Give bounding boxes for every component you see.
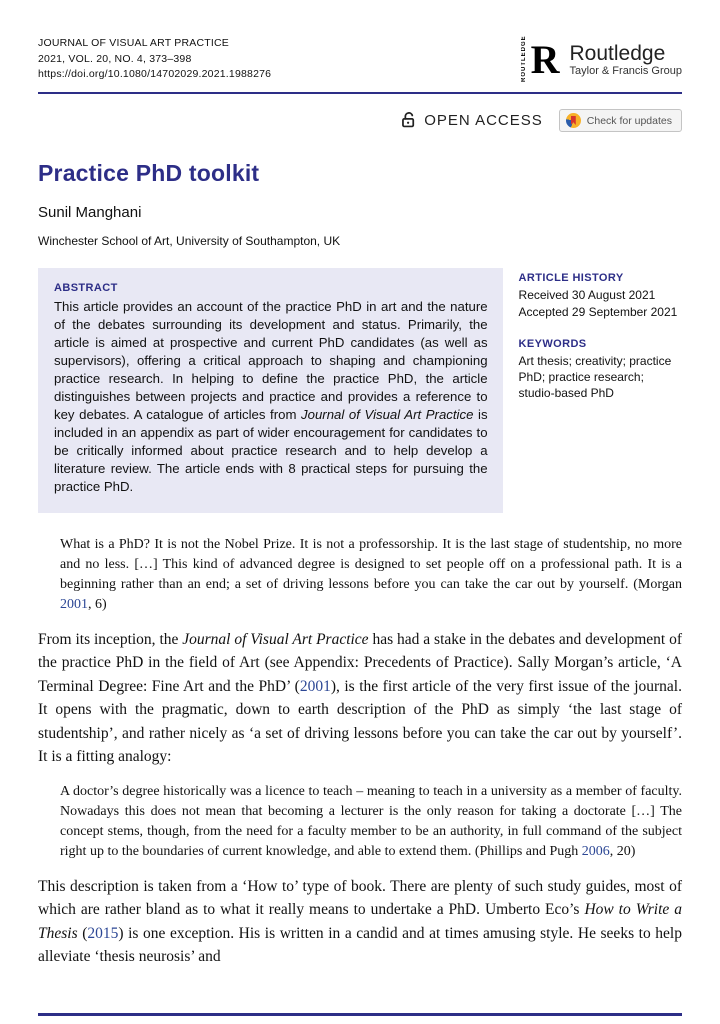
italic-text: Journal of Visual Art Practice	[301, 406, 474, 422]
access-row	[38, 108, 682, 134]
citation-link[interactable]: 2001	[60, 596, 88, 612]
top-divider	[38, 92, 682, 94]
article-history-block	[519, 270, 682, 320]
citation-link[interactable]: 2006	[581, 843, 610, 859]
blockquote-phillips-pugh: A doctor’s degree historically was a licence to teach – meaning to teach in a university as a member of faculty. Nowadays this does not mean that becoming a lecturer is the only reason for taking a doctorate […] The concept stems, though, from the need for a faculty member to be an authority, in full command of the subject right up to the boundaries of current knowledge, and able to extend them. (Phillips and Pugh 2006, 20)	[60, 783, 682, 859]
article-info-sidebar	[519, 268, 682, 401]
article-body	[38, 535, 682, 969]
article-title: Practice PhD toolkit	[38, 159, 260, 186]
italic-text: Journal of Visual Art Practice	[182, 630, 369, 648]
open-lock-icon	[399, 111, 418, 130]
journal-name: JOURNAL OF VISUAL ART PRACTICE	[38, 37, 229, 49]
citation-link[interactable]: 2015	[87, 924, 119, 942]
check-for-updates-button[interactable]	[559, 109, 682, 132]
paragraph-1: From its inception, the Journal of Visual Art Practice has had a stake in the debates and development of the practice PhD in the field of Art (see Appendix: Precedents of Practice). Sally Morgan’s article, ‘A Terminal Degree: Fine Art and the PhD’ (2001), is the first article of the very first issue of the journal. It opens with the pragmatic, down to earth description of the PhD as simply ‘the last stage of studentship’, and rather nicely as ‘a set of driving lessons before you can take the car out by yourself’. It is a fitting analogy:	[38, 630, 683, 765]
keywords-heading: KEYWORDS	[518, 337, 587, 350]
doi-link[interactable]: https://doi.org/10.1080/14702029.2021.1988276	[38, 68, 272, 80]
check-for-updates-label: Check for updates	[586, 114, 672, 127]
received-date: Received 30 August 2021	[518, 287, 656, 302]
routledge-vertical-text: ROUTLEDGE	[520, 35, 527, 82]
bottom-divider	[38, 1013, 682, 1016]
italic-text: How to Write a Thesis	[38, 901, 683, 942]
keywords-block	[519, 336, 682, 401]
keywords-text: Art thesis; creativity; practice PhD; practice research; studio-based PhD	[518, 353, 672, 400]
masthead	[38, 0, 682, 83]
publisher-name: Routledge	[569, 42, 666, 65]
open-access-label: OPEN ACCESS	[424, 112, 543, 129]
crossmark-icon	[566, 113, 581, 128]
blockquote-morgan: What is a PhD? It is not the Nobel Prize. It is not a professorship. It is the last stage of studentship, no more and no less. […] This kind of advanced degree is designed to set people off on a professional path. It is a beginning rather than an end; a set of driving lessons before you can take the car out by yourself. (Morgan 2001, 6)	[60, 536, 682, 612]
accepted-date: Accepted 29 September 2021	[518, 304, 678, 319]
journal-volume-info: 2021, VOL. 20, NO. 4, 373–398	[38, 52, 192, 65]
citation-link[interactable]: 2001	[299, 677, 331, 695]
paragraph-2: This description is taken from a ‘How to’ type of book. There are plenty of such study guides, most of which are rather bland as to what it really means to undertake a PhD. Umberto Eco’s How to Write a Thesis (2015) is one exception. His is written in a candid and at times amusing style. He seeks to help alleviate ‘thesis neurosis’ and	[38, 877, 683, 965]
open-access-logo	[399, 111, 543, 130]
article-history-heading: ARTICLE HISTORY	[518, 271, 624, 284]
publisher-tagline: Taylor & Francis Group	[569, 65, 682, 77]
abstract-text: This article provides an account of the practice PhD in art and the nature of the debates surrounding its development and status. Primarily, the article is aimed at prospective and current PhD candidates (as well as supervisors), offering a critical approach to shaping and championing practice research. In helping to define the practice PhD, the article distinguishes between projects and practice and provides a reference to key debates. A catalogue of articles from Journal of Visual Art Practice is included in an appendix as part of wider encouragement for candidates to be critically informed about practice research and to help develop a literature review. The article ends with 8 practical steps for pursuing the practice PhD.	[54, 298, 488, 494]
author-name: Sunil Manghani	[38, 203, 142, 221]
abstract-box	[38, 268, 503, 513]
abstract-section	[38, 268, 682, 513]
publisher-names	[570, 43, 682, 77]
routledge-r-icon: R	[530, 37, 560, 82]
author-affiliation: Winchester School of Art, University of Southampton, UK	[38, 233, 341, 248]
abstract-heading: ABSTRACT	[54, 281, 118, 294]
journal-meta	[38, 36, 271, 83]
routledge-logo	[520, 35, 682, 82]
